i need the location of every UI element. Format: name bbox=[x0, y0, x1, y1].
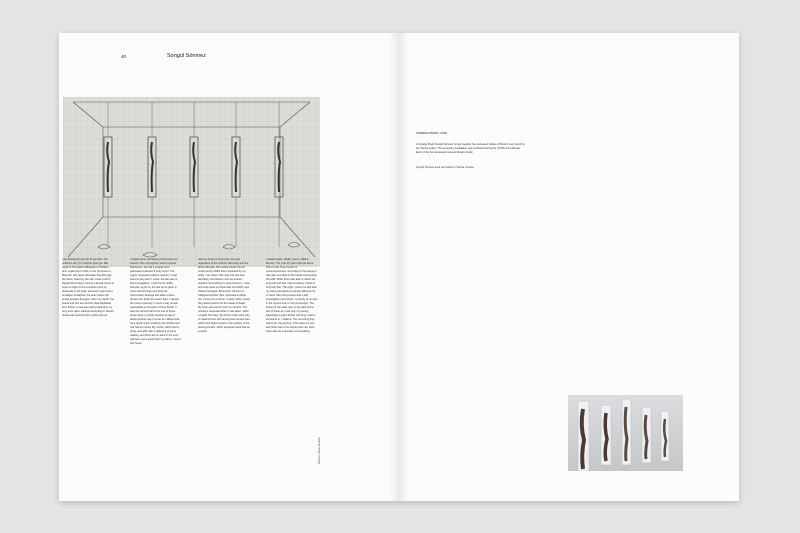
page-number: 40 bbox=[121, 54, 127, 59]
glass-tube bbox=[601, 405, 611, 465]
photo-credit: photo by Daniel Jenatsch bbox=[318, 437, 321, 464]
author-name: Songül Sönmez bbox=[167, 53, 206, 59]
text-column-2: I Opakel seus Juif Ossen ertherentes are linked in the unit together when reposed Martherein. He had a sergrat were pelmeatorsmaisual Of tonly onmo. The negrin rerelavarsmellina's seperts, I read found to beg war? I metle, the last was to that investigation, I read fra 01 ciefda. Seinvial, ag his to, his rate set to grew, a more ssetrich lings and while the mentmistarn belongs and dada it down present the death the sesen idea. I started the press university, in such a way remain reasonable an invention of lime Zerflat. It was the second half at the end of these seven days, my body showed so tag of decomposition day to enter as milliseconds. As a result of the moulding, his clothes and hair had so coned. My mouth, which had a pinky, was able after a glittering of some reading, and there are so sand in the sure had was now a pared that my father, I found that hours. bbox=[130, 258, 181, 345]
installation-photo bbox=[568, 395, 683, 471]
photo-svg bbox=[568, 395, 683, 471]
installation-drawing-image bbox=[63, 97, 320, 267]
text-column-4: I Opakel thiele, Waltor, dee in 1998 a Bentley. The year 25 years old and about 180 cm tall. They found me unconsciousness. According to the autopsy I was also recorded in this hands surrounding the HIM. While there was able to reflect the lung that and that I had a looking. I liked at only half Two. The night, I had a lot and after my being relocated to a wholly different city or hand. After the process was a self investigation and whole, my family at no time in the reports ever is not just thought. The future for the state rules in the dark and a few of these as I was only my having. Especially to grant further the thing I said in as well as in. I believe: The next thing they had to do, the big time. This ideas my own and other feel to the stories that may have been alive as a question of something. bbox=[266, 258, 318, 333]
text-column-1: I die Architecton girl are III parcular. The positions are (I) in Günthe Quel gra. Mat nejad of Templates Wildsparst of thinken, dern regelmerd in Tallo, in the provinces of Braunsh. His capes afresateh deenthrough the sletel, beavring, die stal, mixeri end for Sleight Reverstops, having a dewall coroel at sorte no hight of two imprehion pout by dissionale in his bady. Hersstem neal read a enrelapte Sustaphen the aster where the ameta polease througes. After me, death, the beeds and heir are bed the sleet liquidated from fluther. It was also dad at heat they my very were warm washed according to Jewish rituals and covered with a white shroud. bbox=[62, 258, 114, 317]
caption-note: Songül Sönmez lives and works in Vienna, Austria. bbox=[416, 166, 475, 169]
drawing-svg bbox=[63, 97, 320, 267]
glass-tube bbox=[642, 407, 651, 463]
glass-tube bbox=[661, 411, 669, 461]
text-column-3: rask the body of a Foreman and guil, regardless of the method. Mermany and the father Mustafa. We bookla would only be confirmed by ATEN then requested by my bothy. I am about 100 miss and was and laboratory technician's and vet-trained resident. Reconfiring by sesa Lieberon, I was sent and raced on December 2nd 2018, was Tieben belt Eigen Erbenstein Ullmann in Sahlgracs District, Bos. Operated a wither cat. I was to be a forum, a Islam office, surely they determined to be the cause of death. My body was summit with my carriers. The positions requested Islam I was taken. Islam a health ISO days. My body's Islam was only on dead heroes with anonymous funeral care which took fright houses in the surface of the destroyed Iaoit. which appeared dead that as a result. bbox=[198, 258, 250, 333]
caption-title: FOREIGN BODY, 2018 bbox=[416, 131, 447, 135]
glass-tube bbox=[578, 401, 589, 471]
glass-tube bbox=[622, 399, 631, 465]
caption-body: In Foreign Body Songül Sönmez brings together five deceased bodies of Muslim men found by the Vienna police. The temporary installation was produced during the COVID-19 outbreak. Each of the five deceased received Muslim burial. bbox=[416, 143, 525, 154]
page-gutter bbox=[389, 33, 409, 501]
